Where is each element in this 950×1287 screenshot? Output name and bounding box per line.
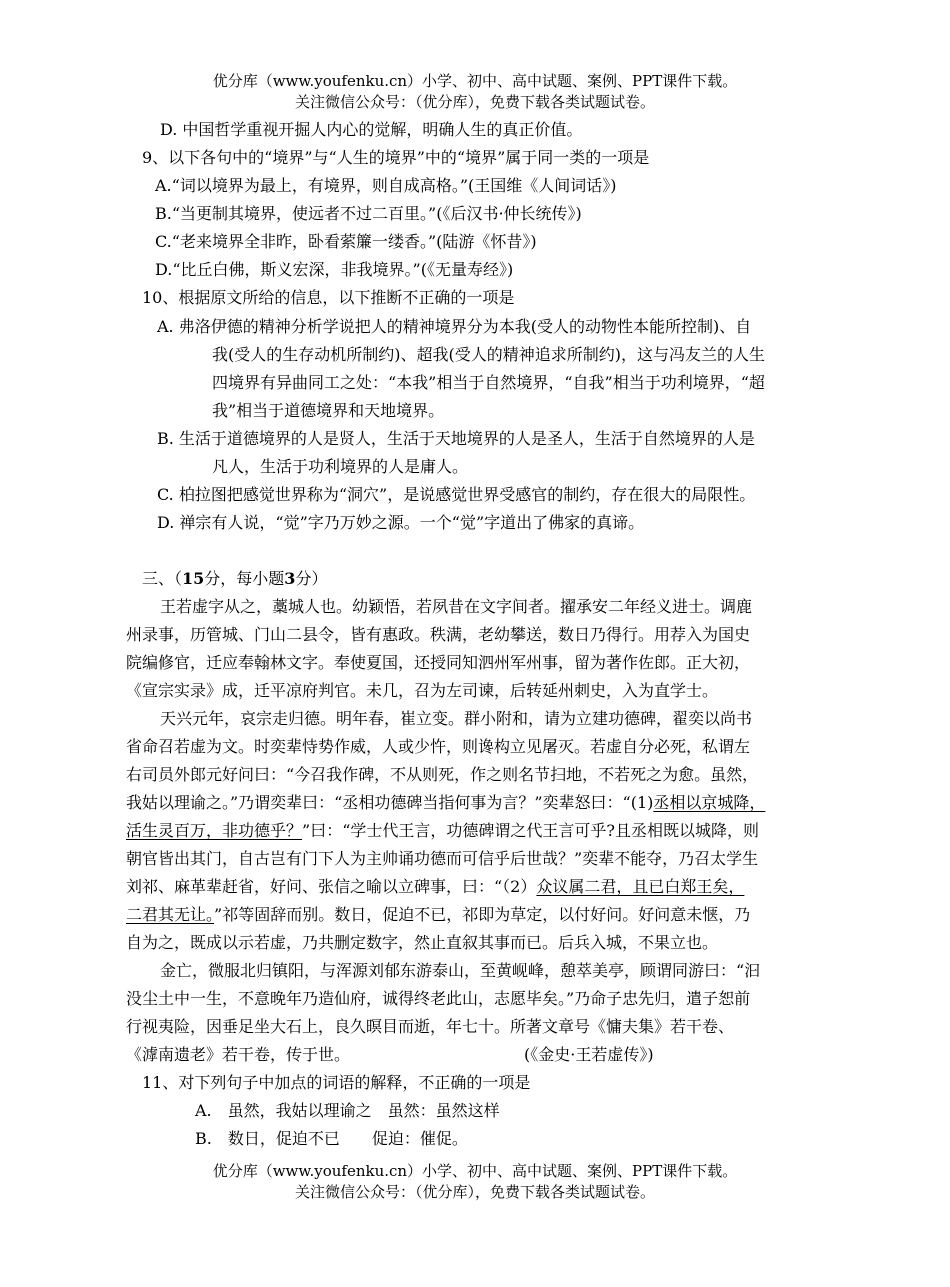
passage-p3-line: 没尘土中一生，不意晚年乃造仙府，诚得终老此山，志愿毕矣。”乃命子忠先归，遣子恕前 [126, 989, 751, 1008]
q10-option-a-line: A. 弗洛伊德的精神分析学说把人的精神境界分为本我(受人的动物性本能所控制)、自 [157, 317, 752, 336]
q10-option-a-line: 我(受人的生存动机所制约)、超我(受人的精神追求所制约)，这与冯友兰的人生 [212, 345, 765, 364]
passage-p3-line: 《滹南遗老》若干卷，传于世。 [126, 1045, 351, 1064]
passage-text: 我姑以理谕之。”乃谓奕辈曰：“丞相功德碑当指何事为言？”奕辈怒曰：“(1) [126, 793, 654, 812]
q11-option-b: B. 数日，促迫不已 促迫：催促。 [195, 1129, 468, 1148]
q9-stem: 9、以下各句中的“境界”与“人生的境界”中的“境界”属于同一类的一项是 [142, 148, 650, 167]
q9-option-d: D.“比丘白佛，斯义宏深，非我境界。”(《无量寿经》) [155, 260, 514, 279]
underlined-sentence-1: 丞相以京城降， [653, 793, 766, 812]
q10-option-d: D. 禅宗有人说，“觉”字乃万妙之源。一个“觉”字道出了佛家的真谛。 [157, 513, 645, 532]
passage-p2-line [126, 876, 744, 898]
header-line-1: 优分库（www.youfenku.cn）小学、初中、高中试题、案例、PPT课件下载。 [212, 72, 738, 90]
section-3-label-mid: 分，每小题 [204, 569, 285, 588]
passage-text: 刘祁、麻革辈赶省，好问、张信之喻以立碑事，曰：“（2） [126, 877, 537, 896]
passage-p1-line: 《宣宗实录》成，迁平凉府判官。未几，召为左司谏，后转延州刺史，入为直学士。 [126, 681, 719, 700]
q9-option-b: B.“当更制其境界，使远者不过二百里。”(《后汉书·仲长统传》) [155, 204, 582, 223]
passage-text: ”曰：“学士代王言，功德碑谓之代王言可乎?且丞相既以城降，则 [302, 821, 759, 840]
passage-p2-line: 朝官皆出其门，自古岂有门下人为主帅诵功德而可信乎后世哉？”奕辈不能夺，乃召太学生 [126, 849, 759, 868]
q11-option-a: A. 虽然，我姑以理谕之 虽然：虽然这样 [195, 1101, 500, 1120]
q9-option-a: A.“词以境界为最上，有境界，则自成高格。”(王国维《人间词话》) [155, 176, 617, 195]
underlined-sentence-2: 二君其无让。 [126, 905, 215, 924]
passage-p1-line: 院编修官，迁应奉翰林文字。奉使夏国，还授同知泗州军州事，留为著作佐郎。正大初， [126, 653, 751, 672]
passage-p2-line [126, 792, 765, 814]
passage-p1-line: 州录事，历管城、门山二县令，皆有惠政。秩满，老幼攀送，数日乃得行。用荐入为国史 [126, 625, 751, 644]
footer-line-2: 关注微信公众号：（优分库），免费下载各类试题试卷。 [294, 1183, 655, 1201]
passage-p2-line: 右司员外郎元好问曰：“今召我作碑，不从则死，作之则名节扫地，不若死之为愈。虽然， [126, 765, 759, 784]
section-3-each: 3 [284, 569, 296, 588]
underlined-sentence-1: 活生灵百万，非功德乎？ [126, 821, 303, 840]
underlined-sentence-2: 众议属二君，且已白郑王矣， [536, 877, 745, 896]
passage-p3-line: 行视夷险，因垂足坐大石上，良久暝目而逝，年七十。所著文章号《慵夫集》若干卷、 [126, 1017, 735, 1036]
q10-option-a-line: 我”相当于道德境界和天地境界。 [212, 401, 445, 420]
section-3-label-post: 分） [295, 569, 328, 588]
section-3-points: 15 [182, 569, 205, 588]
header-line-2: 关注微信公众号：（优分库），免费下载各类试题试卷。 [294, 93, 655, 111]
passage-p2-line: 天兴元年，哀宗走归德。明年春，崔立变。群小附和，请为立建功德碑，翟奕以尚书 [160, 709, 753, 728]
passage-p3-line: 金亡，微服北归镇阳，与浑源刘郁东游泰山，至黄岘峰，憩萃美亭，顾谓同游曰：“汩 [160, 961, 761, 980]
q8-option-d: D. 中国哲学重视开掘人内心的觉解，明确人生的真正价值。 [160, 120, 583, 139]
q10-option-b-line: B. 生活于道德境界的人是贤人，生活于天地境界的人是圣人，生活于自然境界的人是 [157, 429, 755, 448]
q10-option-b-line: 凡人，生活于功利境界的人是庸人。 [212, 457, 469, 476]
section-3-heading [142, 568, 327, 590]
passage-p2-line: 省命召若虚为文。时奕辈恃势作威，人或少忤，则谗构立见屠灭。若虚自分必死，私谓左 [126, 737, 751, 756]
q10-stem: 10、根据原文所给的信息，以下推断不正确的一项是 [142, 288, 515, 307]
passage-p2-line: 自为之，既成以示若虚，乃共删定数字，然止直叙其事而已。后兵入城，不果立也。 [126, 933, 719, 952]
q11-stem: 11、对下列句子中加点的词语的解释，不正确的一项是 [142, 1073, 531, 1092]
passage-p2-line [126, 820, 759, 842]
passage-p1-line: 王若虚字从之，藁城人也。幼颖悟，若夙昔在文字间者。擢承安二年经义进士。调鹿 [160, 597, 753, 616]
section-3-label-pre: 三、（ [142, 569, 183, 588]
footer-line-1: 优分库（www.youfenku.cn）小学、初中、高中试题、案例、PPT课件下载。 [212, 1162, 738, 1180]
passage-p2-line [126, 904, 750, 926]
q10-option-c: C. 柏拉图把感觉世界称为“洞穴”，是说感觉世界受感官的制约，存在很大的局限性。 [157, 485, 756, 504]
q9-option-c: C.“老来境界全非昨，卧看萦簾一缕香。”(陆游《怀昔》) [155, 232, 537, 251]
passage-text: ”祁等固辞而别。数日，促迫不已，祁即为草定，以付好问。好问意未惬，乃 [214, 905, 751, 924]
q10-option-a-line: 四境界有异曲同工之处：“本我”相当于自然境界，“自我”相当于功利境界，“超 [212, 373, 765, 392]
passage-source: (《金史·王若虚传》) [524, 1045, 654, 1064]
